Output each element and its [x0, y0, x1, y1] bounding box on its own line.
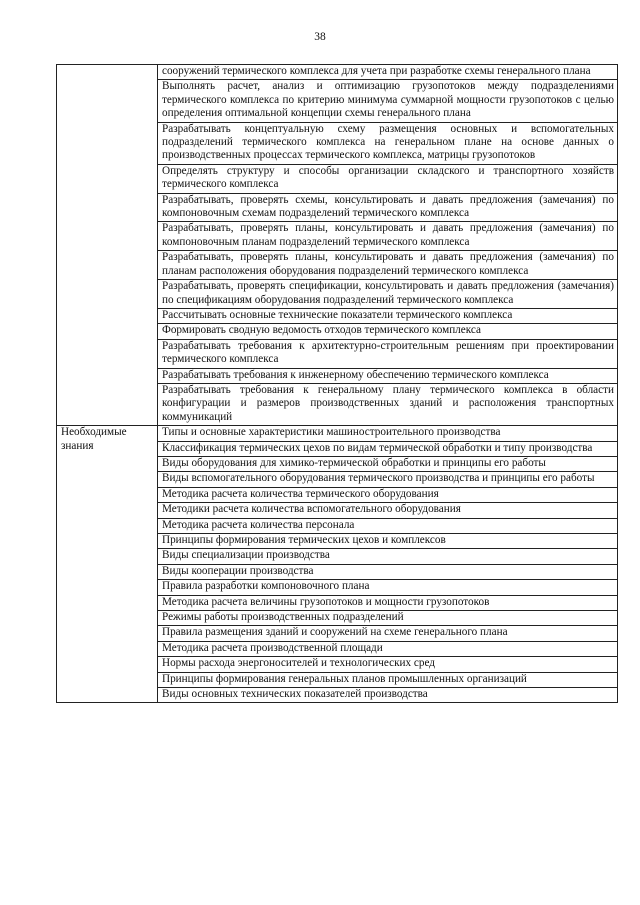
table-cell: Режимы работы производственных подразделений [158, 611, 618, 626]
table-cell: Методика расчета количества персонала [158, 518, 618, 533]
table-cell: Методика расчета производственной площади [158, 641, 618, 656]
table-cell: Правила размещения зданий и сооружений на схеме генерального плана [158, 626, 618, 641]
table-cell: Виды оборудования для химико-термической обработки и принципы его работы [158, 456, 618, 471]
table-cell: Типы и основные характеристики машиностроительного производства [158, 426, 618, 441]
table-cell: Виды вспомогательного оборудования термического производства и принципы его работы [158, 472, 618, 487]
table-cell: Разрабатывать концептуальную схему размещения основных и вспомогательных подразделений термического комплекса на генеральном плане на основе данных о производственных процессах термического комплекса, матрицы грузопотоков [158, 122, 618, 164]
table-cell: Методика расчета количества термического оборудования [158, 487, 618, 502]
table-row [57, 65, 618, 80]
table-cell: сооружений термического комплекса для учета при разработке схемы генерального плана [158, 65, 618, 80]
table-cell: Принципы формирования термических цехов и комплексов [158, 534, 618, 549]
table-cell: Разрабатывать, проверять планы, консультировать и давать предложения (замечания) по компоновочным планам подразделений термического комплекса [158, 222, 618, 251]
table-cell: Методика расчета величины грузопотоков и мощности грузопотоков [158, 595, 618, 610]
table-cell: Виды специализации производства [158, 549, 618, 564]
table-cell: Определять структуру и способы организации складского и транспортного хозяйств термического комплекса [158, 164, 618, 193]
table-cell: Разрабатывать, проверять планы, консультировать и давать предложения (замечания) по планам расположения оборудования подразделений термического комплекса [158, 251, 618, 280]
section-label-knowledge: Необходимые знания [57, 426, 158, 703]
table-cell: Формировать сводную ведомость отходов термического комплекса [158, 324, 618, 339]
table-row [57, 426, 618, 441]
table-cell: Методики расчета количества вспомогательного оборудования [158, 503, 618, 518]
table-cell: Разрабатывать, проверять спецификации, консультировать и давать предложения (замечания) по спецификациям оборудования подразделений термического комплекса [158, 280, 618, 309]
table-cell: Виды кооперации производства [158, 564, 618, 579]
table-cell: Принципы формирования генеральных планов промышленных организаций [158, 672, 618, 687]
page-number: 38 [314, 31, 326, 43]
table-cell: Правила разработки компоновочного плана [158, 580, 618, 595]
table-cell: Разрабатывать требования к архитектурно-строительным решениям при проектировании термического комплекса [158, 339, 618, 368]
table-cell: Рассчитывать основные технические показатели термического комплекса [158, 308, 618, 323]
table-cell: Классификация термических цехов по видам термической обработки и типу производства [158, 441, 618, 456]
requirements-table [56, 64, 618, 703]
table-cell: Разрабатывать требования к генеральному плану термического комплекса в области конфигурации и размеров производственных зданий и расположения транспортных коммуникаций [158, 383, 618, 425]
table-cell: Нормы расхода энергоносителей и технологических сред [158, 657, 618, 672]
table-cell: Разрабатывать, проверять схемы, консультировать и давать предложения (замечания) по компоновочным схемам подразделений термического комплекса [158, 193, 618, 222]
table-cell: Выполнять расчет, анализ и оптимизацию грузопотоков между подразделениями термического комплекса по критерию минимума суммарной мощности грузопотоков с целью определения оптимальной концепции схемы генерального плана [158, 80, 618, 122]
table-cell: Виды основных технических показателей производства [158, 688, 618, 703]
section-label-empty [57, 65, 158, 426]
table-cell: Разрабатывать требования к инженерному обеспечению термического комплекса [158, 368, 618, 383]
